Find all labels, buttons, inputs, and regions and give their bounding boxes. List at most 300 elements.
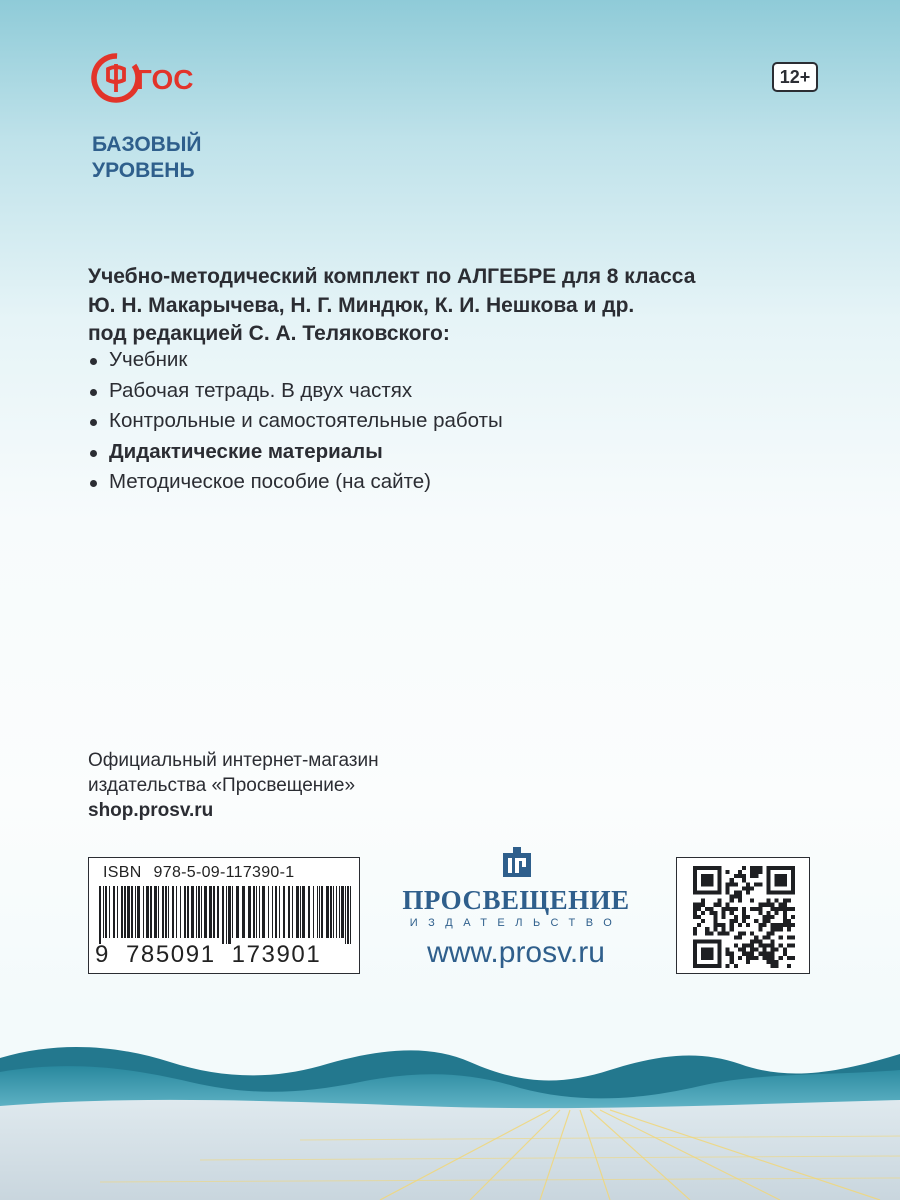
qr-module: [701, 919, 705, 923]
qr-module: [775, 960, 779, 964]
qr-module: [771, 907, 775, 911]
qr-finder: [791, 866, 795, 895]
isbn-number: 978-5-09-117390-1: [153, 864, 295, 881]
qr-module: [713, 903, 717, 907]
barcode-bar: [172, 886, 174, 938]
qr-module: [701, 903, 705, 907]
barcode-bar: [165, 886, 167, 938]
barcode-bar: [137, 886, 140, 938]
qr-module: [726, 931, 730, 935]
qr-module: [701, 911, 705, 915]
barcode-bar: [213, 886, 215, 938]
list-item-current-book: Дидактические материалы: [88, 437, 788, 468]
qr-module: [713, 927, 717, 931]
qr-module: [726, 886, 730, 890]
ean-digits: [95, 941, 321, 969]
qr-module: [758, 911, 762, 915]
qr-module: [697, 915, 701, 919]
qr-module: [779, 944, 783, 948]
qr-module: [787, 907, 791, 911]
qr-module: [734, 915, 738, 919]
barcode-bar: [242, 886, 245, 938]
qr-module: [754, 907, 758, 911]
qr-module: [775, 927, 779, 931]
qr-module: [787, 964, 791, 968]
qr-module: [726, 903, 730, 907]
qr-module: [705, 931, 709, 935]
series-title: [88, 263, 828, 349]
barcode-bar: [330, 886, 332, 938]
qr-module: [726, 907, 730, 911]
qr-module: [787, 935, 791, 939]
qr-module: [771, 927, 775, 931]
qr-module: [738, 895, 742, 899]
series-line-2: Ю. Н. Макарычева, Н. Г. Миндюк, К. И. Нешкова и др.: [88, 293, 635, 317]
qr-module: [762, 903, 766, 907]
qr-module: [713, 915, 717, 919]
shop-url-link[interactable]: shop.prosv.ru: [88, 800, 214, 821]
barcode-bar: [256, 886, 257, 938]
barcode-bar: [272, 886, 273, 938]
qr-module: [734, 882, 738, 886]
qr-module: [791, 923, 795, 927]
qr-module: [734, 874, 738, 878]
publisher-subtitle: ИЗДАТЕЛЬСТВО: [409, 917, 623, 929]
qr-module: [754, 935, 758, 939]
qr-finder: [693, 866, 697, 895]
barcode-bar: [268, 886, 269, 938]
qr-module: [746, 944, 750, 948]
qr-module: [771, 944, 775, 948]
barcode-bar: [135, 886, 136, 938]
barcode-bar: [196, 886, 197, 938]
qr-module: [775, 899, 779, 903]
barcode-bar: [300, 886, 301, 938]
barcode-bar: [226, 886, 227, 944]
qr-module: [738, 874, 742, 878]
barcode-bar: [236, 886, 239, 938]
level-line-1: БАЗОВЫЙ: [92, 133, 202, 156]
qr-module: [771, 903, 775, 907]
qr-module: [775, 964, 779, 968]
qr-module: [738, 931, 742, 935]
qr-module: [762, 923, 766, 927]
qr-module: [738, 870, 742, 874]
qr-module: [726, 964, 730, 968]
qr-module: [766, 960, 770, 964]
qr-module: [775, 907, 779, 911]
barcode-bar: [347, 886, 349, 944]
qr-module: [754, 956, 758, 960]
qr-module: [734, 964, 738, 968]
qr-module: [734, 895, 738, 899]
qr-module: [758, 870, 762, 874]
barcode-bar: [345, 886, 346, 944]
age-rating-badge: 12+: [772, 62, 818, 92]
qr-module: [791, 944, 795, 948]
qr-module: [775, 911, 779, 915]
qr-module: [791, 935, 795, 939]
qr-module: [709, 911, 713, 915]
qr-module: [746, 960, 750, 964]
qr-module: [722, 927, 726, 931]
qr-module: [779, 935, 783, 939]
qr-module: [754, 870, 758, 874]
qr-module: [738, 935, 742, 939]
qr-module: [742, 919, 746, 923]
qr-module: [762, 956, 766, 960]
publisher-website-link[interactable]: www.prosv.ru: [427, 936, 605, 969]
qr-module: [771, 931, 775, 935]
barcode-bar: [204, 886, 207, 938]
publisher-logo-icon: [499, 847, 535, 879]
publisher-block: [398, 843, 634, 973]
qr-module: [750, 939, 754, 943]
qr-module: [730, 899, 734, 903]
qr-module: [693, 931, 697, 935]
qr-module: [766, 944, 770, 948]
qr-module: [717, 899, 721, 903]
qr-module: [697, 903, 701, 907]
qr-module: [750, 948, 754, 952]
barcode-bar: [209, 886, 212, 938]
qr-module: [730, 882, 734, 886]
qr-finder: [775, 874, 787, 886]
qr-module: [762, 952, 766, 956]
qr-module: [742, 948, 746, 952]
barcode-bar: [127, 886, 130, 938]
qr-module: [771, 923, 775, 927]
qr-module: [791, 907, 795, 911]
qr-module: [771, 939, 775, 943]
qr-module: [758, 907, 762, 911]
qr-module: [742, 907, 746, 911]
qr-module: [742, 866, 746, 870]
qr-module: [730, 878, 734, 882]
qr-module: [771, 964, 775, 968]
qr-module: [734, 944, 738, 948]
qr-finder: [693, 866, 722, 870]
barcode-bar: [109, 886, 110, 938]
fgos-logo: [90, 52, 220, 104]
qr-module: [754, 948, 758, 952]
qr-module: [783, 948, 787, 952]
qr-module: [730, 960, 734, 964]
qr-module: [771, 948, 775, 952]
barcode-bar: [131, 886, 133, 938]
barcode-bar: [198, 886, 200, 938]
qr-module: [754, 939, 758, 943]
shop-line-2: издательства «Просвещение»: [88, 775, 356, 796]
barcode-bar: [313, 886, 314, 938]
qr-module: [787, 899, 791, 903]
qr-module: [758, 866, 762, 870]
qr-module: [746, 882, 750, 886]
qr-module: [766, 903, 770, 907]
qr-module: [730, 907, 734, 911]
qr-module: [750, 899, 754, 903]
qr-module: [693, 927, 697, 931]
qr-module: [738, 890, 742, 894]
qr-module: [730, 927, 734, 931]
barcode-bar: [333, 886, 334, 938]
qr-module: [766, 952, 770, 956]
qr-module: [722, 915, 726, 919]
qr-module: [730, 911, 734, 915]
qr-module: [713, 911, 717, 915]
qr-module: [783, 919, 787, 923]
barcode-bar: [99, 886, 101, 944]
barcode-bar: [308, 886, 310, 938]
qr-module: [758, 939, 762, 943]
qr-module: [742, 915, 746, 919]
qr-module: [693, 915, 697, 919]
qr-module: [701, 899, 705, 903]
qr-module: [693, 903, 697, 907]
barcode-bar: [232, 886, 233, 938]
shop-line-1: Официальный интернет-магазин: [88, 750, 379, 771]
qr-module: [742, 874, 746, 878]
qr-module: [746, 915, 750, 919]
qr-module: [734, 935, 738, 939]
barcode-bar: [217, 886, 219, 938]
barcode-bar: [292, 886, 293, 938]
qr-module: [750, 931, 754, 935]
qr-module: [754, 882, 758, 886]
qr-module: [750, 874, 754, 878]
qr-module: [722, 907, 726, 911]
qr-module: [762, 915, 766, 919]
barcode-bar: [350, 886, 351, 944]
sea-waves-illustration: [0, 1010, 900, 1200]
barcode-bar: [124, 886, 126, 938]
barcode-bar: [296, 886, 299, 938]
barcode-bars: [99, 886, 351, 944]
qr-module: [779, 923, 783, 927]
barcode-bar: [103, 886, 104, 938]
barcode-bar: [105, 886, 107, 938]
qr-module: [726, 870, 730, 874]
qr-module: [742, 886, 746, 890]
qr-module: [738, 956, 742, 960]
qr-module: [713, 923, 717, 927]
qr-module: [738, 899, 742, 903]
qr-module: [771, 960, 775, 964]
isbn-prefix: ISBN: [103, 864, 142, 881]
qr-module: [754, 919, 758, 923]
ean-left-group: 785091: [125, 941, 216, 968]
level-label: [92, 132, 202, 184]
qr-module: [722, 931, 726, 935]
barcode-bar: [321, 886, 323, 938]
publisher-name: ПРОСВЕЩЕНИЕ: [402, 885, 630, 915]
kit-items-list: [88, 345, 788, 498]
qr-module: [762, 935, 766, 939]
qr-module: [754, 866, 758, 870]
qr-finder: [693, 890, 722, 894]
barcode-bar: [326, 886, 329, 938]
series-line-1: Учебно-методический комплект по АЛГЕБРЕ для 8 класса: [88, 265, 696, 288]
qr-module: [779, 907, 783, 911]
qr-module: [742, 944, 746, 948]
qr-module: [758, 927, 762, 931]
barcode-bar: [154, 886, 157, 938]
qr-module: [750, 866, 754, 870]
qr-module: [762, 944, 766, 948]
barcode-bar: [187, 886, 189, 938]
qr-module: [766, 935, 770, 939]
qr-module: [734, 907, 738, 911]
barcode-bar: [191, 886, 194, 938]
qr-module: [762, 919, 766, 923]
qr-module: [766, 931, 770, 935]
barcode-bar: [253, 886, 255, 938]
qr-module: [746, 923, 750, 927]
barcode-bar: [302, 886, 305, 938]
list-item: Рабочая тетрадь. В двух частях: [88, 376, 788, 407]
qr-module: [726, 948, 730, 952]
qr-module: [783, 952, 787, 956]
qr-module: [783, 899, 787, 903]
qr-finder: [766, 866, 795, 870]
qr-module: [766, 915, 770, 919]
barcode-bar: [176, 886, 177, 938]
barcode-bar: [143, 886, 144, 938]
qr-module: [758, 952, 762, 956]
qr-module: [787, 927, 791, 931]
qr-module: [754, 874, 758, 878]
ean-right-group: 173901: [231, 941, 322, 968]
qr-finder: [693, 939, 722, 943]
barcode-bar: [146, 886, 149, 938]
qr-module: [734, 919, 738, 923]
barcode-bar: [121, 886, 123, 938]
qr-module: [693, 911, 697, 915]
qr-module: [787, 923, 791, 927]
qr-module: [750, 944, 754, 948]
barcode-bar: [184, 886, 186, 938]
barcode-bar: [259, 886, 260, 938]
qr-module: [746, 952, 750, 956]
qr-module: [726, 882, 730, 886]
shop-info: [88, 748, 379, 823]
qr-module: [758, 903, 762, 907]
qr-module: [766, 911, 770, 915]
qr-module: [722, 923, 726, 927]
barcode-bar: [113, 886, 115, 938]
qr-module: [783, 911, 787, 915]
qr-finder: [701, 948, 713, 960]
qr-module: [693, 907, 697, 911]
barcode-bar: [150, 886, 152, 938]
qr-module: [709, 931, 713, 935]
qr-module: [717, 923, 721, 927]
qr-finder: [717, 866, 721, 895]
qr-module: [697, 923, 701, 927]
qr-module: [766, 919, 770, 923]
qr-module: [730, 919, 734, 923]
qr-module: [758, 944, 762, 948]
barcode-bar: [228, 886, 231, 944]
barcode-bar: [117, 886, 118, 938]
qr-module: [783, 915, 787, 919]
barcode-bar: [201, 886, 202, 938]
barcode-bar: [317, 886, 318, 938]
barcode-bar: [288, 886, 290, 938]
qr-module: [730, 895, 734, 899]
qr-module: [750, 886, 754, 890]
qr-finder: [701, 874, 713, 886]
series-line-3: под редакцией С. А. Теляковского:: [88, 322, 450, 345]
qr-module: [713, 919, 717, 923]
qr-code: [676, 857, 810, 974]
barcode-bar: [319, 886, 320, 938]
barcode-bar: [168, 886, 169, 938]
qr-module: [791, 915, 795, 919]
qr-module: [697, 907, 701, 911]
qr-module: [705, 907, 709, 911]
qr-module: [779, 903, 783, 907]
qr-module: [779, 956, 783, 960]
qr-module: [783, 923, 787, 927]
barcode-bar: [162, 886, 164, 938]
qr-module: [705, 927, 709, 931]
qr-module: [783, 903, 787, 907]
qr-module: [783, 907, 787, 911]
isbn-barcode: [88, 857, 360, 974]
qr-module: [758, 923, 762, 927]
qr-module: [730, 923, 734, 927]
qr-module: [775, 948, 779, 952]
qr-module: [771, 952, 775, 956]
barcode-bar: [180, 886, 181, 938]
barcode-bar: [262, 886, 265, 938]
qr-module: [775, 923, 779, 927]
isbn-label: [103, 864, 294, 882]
qr-module: [722, 911, 726, 915]
qr-module: [746, 890, 750, 894]
qr-module: [771, 915, 775, 919]
qr-code-icon: [693, 866, 795, 968]
qr-module: [709, 907, 713, 911]
fgos-logo-text: ГОС: [136, 64, 194, 95]
qr-finder: [693, 939, 697, 968]
qr-module: [758, 882, 762, 886]
qr-module: [750, 907, 754, 911]
level-line-2: УРОВЕНЬ: [92, 159, 195, 182]
qr-module: [791, 956, 795, 960]
barcode-bar: [279, 886, 280, 938]
ean-first-digit: 9: [95, 941, 110, 968]
barcode-bar: [222, 886, 224, 944]
qr-module: [779, 927, 783, 931]
qr-module: [746, 956, 750, 960]
qr-module: [766, 899, 770, 903]
barcode-bar: [248, 886, 251, 938]
qr-module: [746, 886, 750, 890]
qr-module: [738, 948, 742, 952]
qr-module: [742, 911, 746, 915]
qr-module: [766, 956, 770, 960]
qr-module: [750, 870, 754, 874]
qr-finder: [717, 939, 721, 968]
qr-module: [787, 956, 791, 960]
qr-module: [750, 956, 754, 960]
qr-finder: [693, 964, 722, 968]
qr-module: [742, 952, 746, 956]
qr-module: [762, 948, 766, 952]
list-item: Методическое пособие (на сайте): [88, 467, 788, 498]
